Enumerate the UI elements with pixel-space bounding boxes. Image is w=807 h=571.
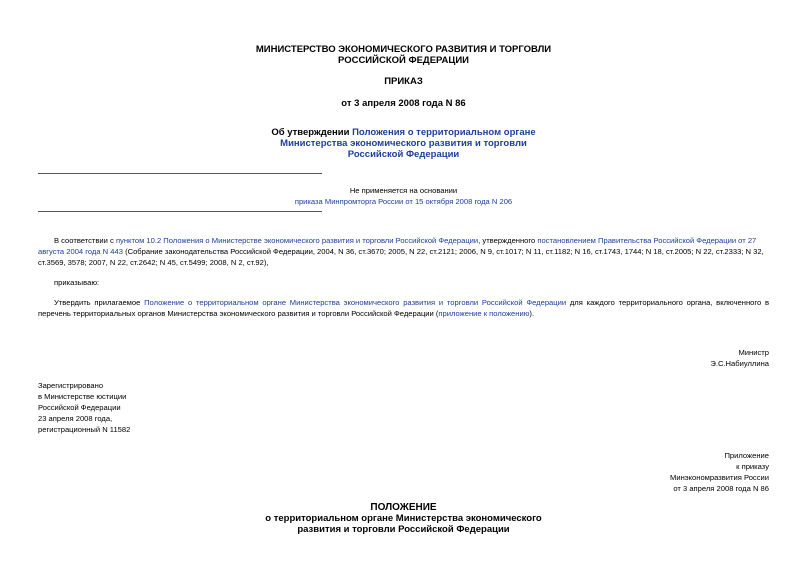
signature-name: Э.С.Набиуллина: [710, 359, 769, 368]
title-prefix: Об утверждении: [271, 127, 353, 138]
ministry-line2: РОССИЙСКОЙ ФЕДЕРАЦИИ: [337, 55, 469, 66]
divider-bottom: [38, 211, 322, 212]
paragraph-approve: Утвердить прилагаемое Положение о территориальном органе Министерства экономического развития и торговли Российской Федерации для каждого территориального органа, включенного в перечень территориальных органов Министерства экономического развития и торговли Российской Федерации (приложение к положению).: [38, 298, 769, 318]
link-government-decree[interactable]: постановлением Правительства Российской Федерации от 27 августа 2004 года N 443: [38, 236, 757, 256]
paragraph-order: приказываю:: [54, 278, 100, 287]
divider-top: [38, 173, 322, 174]
appendix-block: Приложение к приказу Минэкономразвития России от 3 апреля 2008 года N 86: [670, 451, 769, 493]
ministry-line1: МИНИСТЕРСТВО ЭКОНОМИЧЕСКОГО РАЗВИТИЯ И ТОРГОВЛИ: [255, 44, 552, 55]
regulation-subtitle-line1: о территориальном органе Министерства экономического: [265, 513, 542, 524]
registration-block: Зарегистрировано в Министерстве юстиции Российской Федерации 23 апреля 2008 года, регистрационный N 11582: [38, 381, 131, 434]
title-link-line1[interactable]: Положения о территориальном органе: [352, 127, 536, 138]
notice-line1: Не применяется на основании: [349, 186, 458, 195]
paragraph-basis: В соответствии с пунктом 10.2 Положения о Министерстве экономического развития и торговли Российской Федерации, утвержденного постановлением Правительства Российской Федерации от 27 августа 2004 года N 443 (Собрание законодательства Российской Федерации, 2004, N 36, ст.3670; 2005, N 22, ст.2121; 2006, N 9, ст.1017; N 11, ст.1182; N 16, ст.1743, 1744; N 18, ст.2005; N 22, ст.2333; N 32, ст.3569, 3578; 2007, N 22, ст.2642; N 45, ст.5499; 2008, N 2, ст.92),: [38, 236, 764, 267]
link-item-10-2[interactable]: пунктом 10.2 Положения о Министерстве экономического развития и торговли Российской Федерации: [115, 236, 479, 245]
doc-type: ПРИКАЗ: [384, 76, 423, 87]
regulation-subtitle-line2: развития и торговли Российской Федерации: [297, 524, 510, 535]
signature-block: [710, 347, 769, 369]
notice-link[interactable]: приказа Минпромторга России от 15 октября 2008 года N 206: [294, 197, 513, 206]
regulation-title: ПОЛОЖЕНИЕ: [370, 502, 437, 513]
signature-position: Министр: [738, 348, 769, 357]
doc-title: [0, 127, 807, 160]
title-link-line2[interactable]: Министерства экономического развития и торговли: [280, 138, 527, 149]
title-link-line3[interactable]: Российской Федерации: [347, 149, 460, 160]
link-appendix[interactable]: приложение к положению: [438, 309, 530, 318]
ministry-heading: [0, 44, 807, 66]
doc-date: от 3 апреля 2008 года N 86: [341, 98, 466, 109]
link-regulation[interactable]: Положение о территориальном органе Министерства экономического развития и торговли Российской Федерации: [144, 298, 567, 307]
regulation-heading: [0, 502, 807, 535]
